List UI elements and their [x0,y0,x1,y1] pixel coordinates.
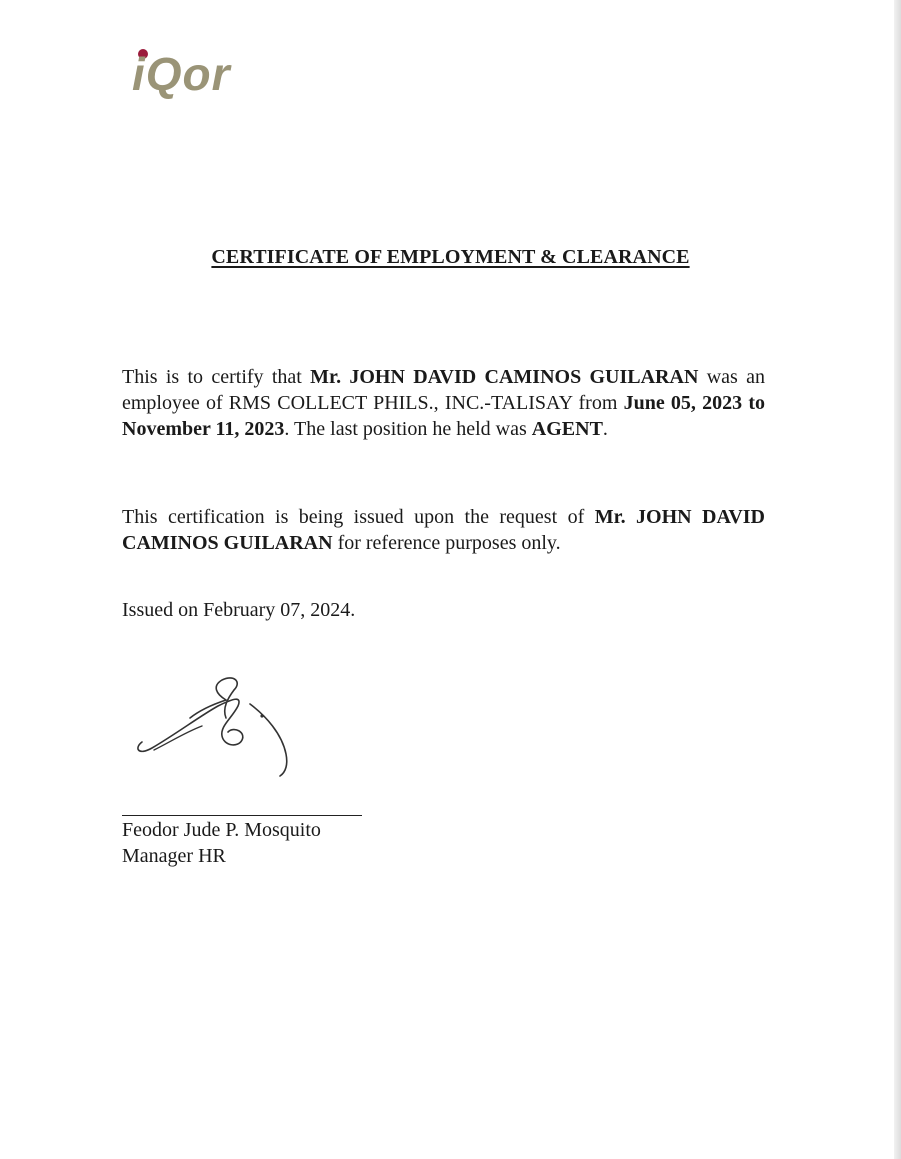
signatory-name: Feodor Jude P. Mosquito [122,819,321,841]
issue-date: Issued on February 07, 2024. [122,599,356,621]
para2-lead: This certification is being issued upon the request of [122,506,595,528]
employment-period: June 05, 2023 to November 11, 2023 [122,392,765,440]
requester-name: Mr. JOHN DAVID CAMINOS GUILARAN [122,506,766,554]
para1-lead: This is to certify that [122,366,311,388]
signature-line [122,815,362,816]
logo-text: iQor [132,48,231,100]
signature-image [130,668,310,786]
request-paragraph [122,504,765,556]
para1-after-period: . The last position he held was [284,418,532,440]
signatory-block [122,817,321,869]
page-edge [894,0,901,1159]
para1-end: . [602,418,608,440]
document-title: CERTIFICATE OF EMPLOYMENT & CLEARANCE [211,246,690,268]
position: AGENT [531,418,603,440]
para2-end: for reference purposes only. [332,532,561,554]
employee-name: Mr. JOHN DAVID CAMINOS GUILARAN [310,366,699,388]
certification-paragraph [122,364,765,442]
para1-mid: was an employee of RMS COLLECT PHILS., INC.-TALISAY from [122,366,765,414]
iqor-logo [132,48,282,104]
signatory-title: Manager HR [122,845,226,867]
